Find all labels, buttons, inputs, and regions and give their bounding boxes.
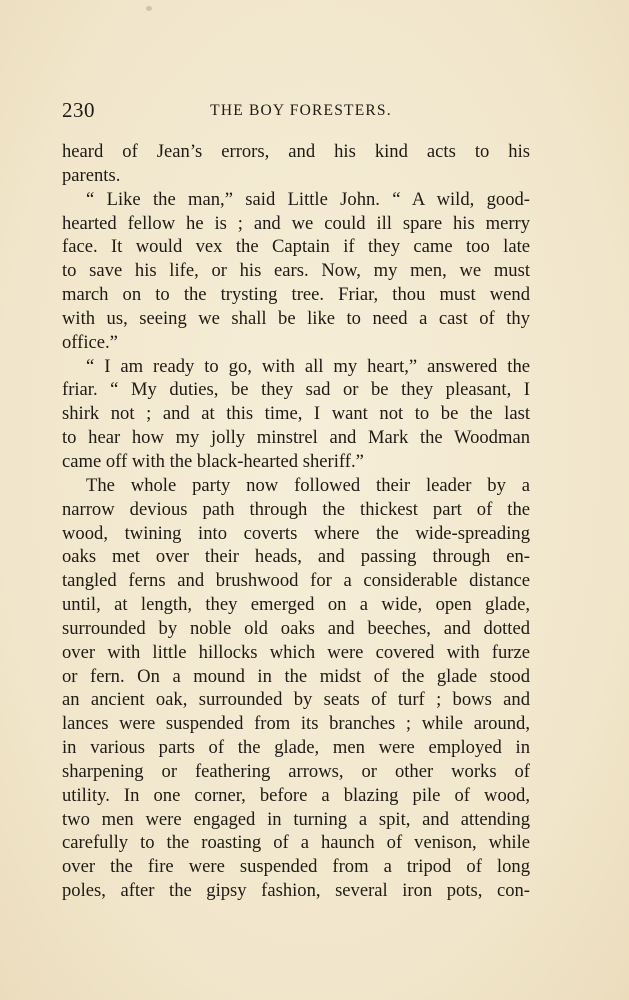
text-line: shirk not ; and at this time, I want not to be the last (62, 403, 530, 425)
paper-speck (146, 6, 152, 11)
text-line: until, at length, they emerged on a wide, open glade, (62, 594, 530, 616)
text-line: carefully to the roasting of a haunch of venison, while (62, 832, 530, 854)
page-number: 230 (62, 98, 95, 122)
text-line: two men were engaged in turning a spit, and attending (62, 808, 530, 830)
text-line: over with little hillocks which were covered with furze (62, 641, 530, 663)
text-line: in various parts of the glade, men were employed in (62, 737, 530, 759)
text-line: friar. “ My duties, be they sad or be they pleasant, I (62, 379, 530, 401)
text-line: “ I am ready to go, with all my heart,” answered the (86, 355, 530, 377)
body-text (62, 140, 530, 903)
text-line: or fern. On a mound in the midst of the glade stood (62, 665, 530, 687)
text-line: office.” (62, 331, 118, 353)
text-line: to hear how my jolly minstrel and Mark the Woodman (62, 427, 530, 449)
text-line: to save his life, or his ears. Now, my men, we must (62, 260, 530, 282)
text-line: tangled ferns and brushwood for a considerable distance (62, 570, 530, 592)
text-line: wood, twining into coverts where the wide-spreading (62, 522, 530, 544)
text-line: poles, after the gipsy fashion, several iron pots, con- (62, 880, 530, 902)
text-line: with us, seeing we shall be like to need a cast of thy (62, 307, 530, 329)
text-line: an ancient oak, surrounded by seats of turf ; bows and (62, 689, 530, 711)
text-line: surrounded by noble old oaks and beeches, and dotted (62, 617, 530, 639)
text-line: face. It would vex the Captain if they came too late (62, 236, 530, 258)
text-line: parents. (62, 164, 121, 186)
text-line: utility. In one corner, before a blazing pile of wood, (62, 784, 530, 806)
text-line: “ Like the man,” said Little John. “ A wild, good- (86, 188, 530, 210)
text-line: narrow devious path through the thickest part of the (62, 498, 530, 520)
text-line: over the fire were suspended from a tripod of long (62, 856, 530, 878)
page-header (62, 98, 530, 128)
text-line: march on to the trysting tree. Friar, thou must wend (62, 284, 530, 306)
text-line: oaks met over their heads, and passing through en- (62, 546, 530, 568)
text-line: The whole party now followed their leader by a (86, 474, 530, 496)
running-head: THE BOY FORESTERS. (210, 102, 392, 119)
text-line: heard of Jean’s errors, and his kind acts to his (62, 141, 530, 162)
text-line: hearted fellow he is ; and we could ill spare his merry (62, 212, 530, 234)
text-line: lances were suspended from its branches ; while around, (62, 713, 530, 735)
text-line: sharpening or feathering arrows, or other works of (62, 760, 530, 782)
text-line: came off with the black-hearted sheriff.” (62, 450, 364, 472)
